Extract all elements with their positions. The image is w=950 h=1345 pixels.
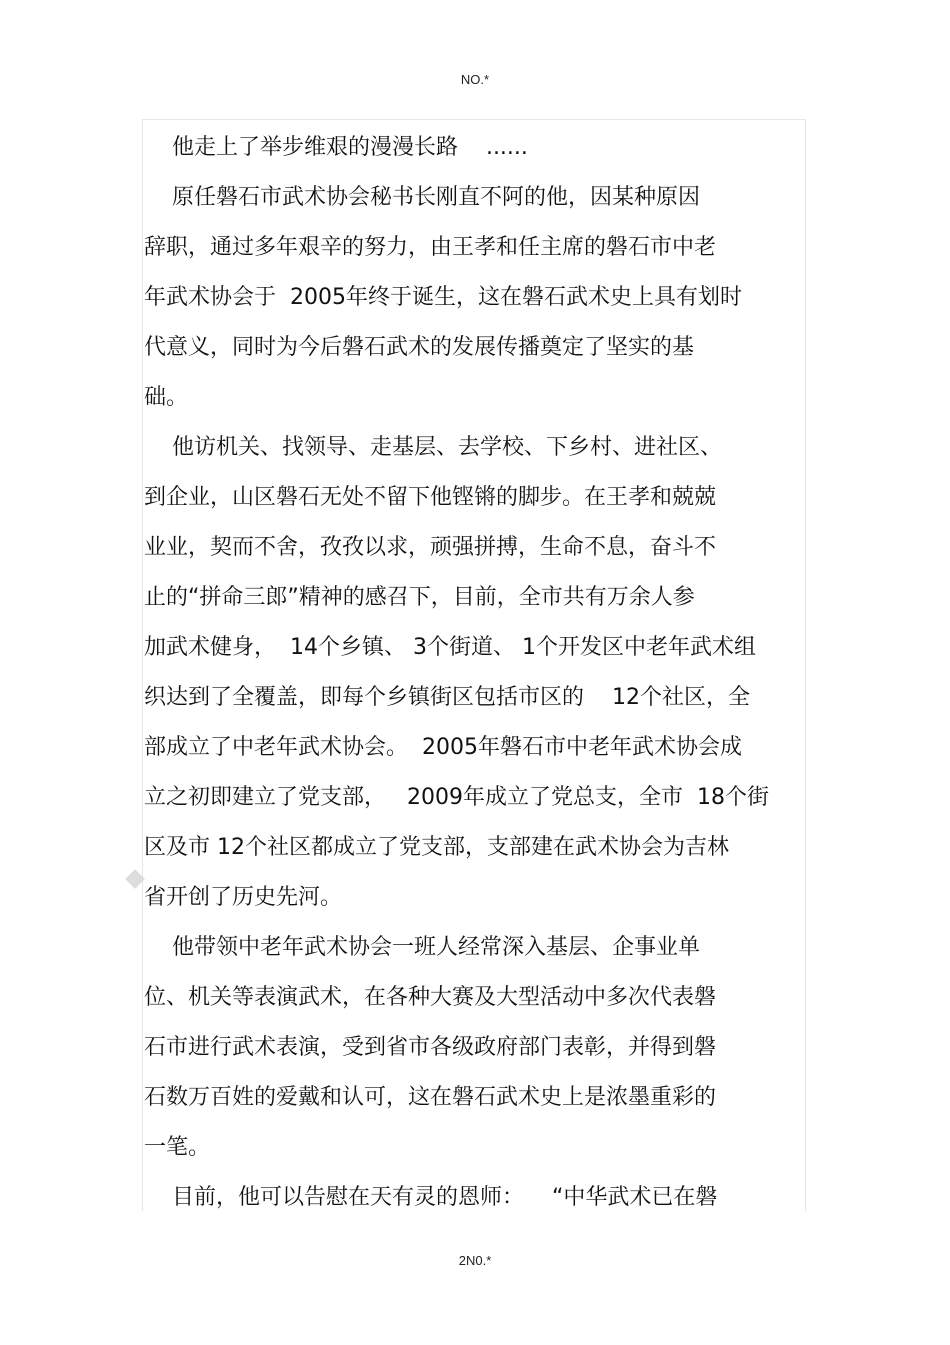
text-line: 代意义，同时为今后磐石武术的发展传播奠定了坚实的基 [144,335,695,360]
text-line: 业业，契而不舍，孜孜以求，顽强拼搏，生命不息，奋斗不 [144,535,717,560]
text-line: 石数万百姓的爱戴和认可，这在磐石武术史上是浓墨重彩的 [144,1085,717,1110]
page-footer: 2N0.* [458,1253,492,1268]
text-line: 一笔。 [144,1135,211,1160]
text-line: 石市进行武术表演，受到省市各级政府部门表彰，并得到磐 [144,1035,717,1060]
text-line: 目前，他可以告慰在天有灵的恩师： “中华武术已在磐 [144,1185,718,1210]
text-line: 他带领中老年武术协会一班人经常深入基层、企事业单 [144,935,700,960]
text-line: 立之初即建立了党支部， 2009年成立了党总支，全市 18个街 [144,785,769,810]
text-line: 年武术协会于 2005年终于诞生，这在磐石武术史上具有划时 [144,285,742,310]
text-line: 织达到了全覆盖，即每个乡镇街区包括市区的 12个社区，全 [144,685,750,710]
text-line: 止的“拼命三郎”精神的感召下，目前，全市共有万余人参 [144,585,695,610]
text-line: 他访机关、找领导、走基层、去学校、下乡村、进社区、 [144,435,722,460]
text-line: 加武术健身， 14个乡镇、 3个街道、 1个开发区中老年武术组 [144,635,756,660]
body-text [144,123,824,1223]
text-line: 部成立了中老年武术协会。 2005年磐石市中老年武术协会成 [144,735,742,760]
page-header: NO.* [460,72,490,87]
text-line: 原任磐石市武术协会秘书长刚直不阿的他，因某种原因 [144,185,700,210]
text-line: 他走上了举步维艰的漫漫长路 ...... [144,135,528,160]
text-line: 辞职，通过多年艰辛的努力，由王孝和任主席的磐石市中老 [144,235,717,260]
text-line: 位、机关等表演武术，在各种大赛及大型活动中多次代表磐 [144,985,717,1010]
text-line: 区及市 12个社区都成立了党支部，支部建在武术协会为吉林 [144,835,729,860]
text-line: 到企业，山区磐石无处不留下他铿锵的脚步。在王孝和兢兢 [144,485,717,510]
text-line: 省开创了历史先河。 [144,885,343,910]
text-line: 础。 [144,385,189,410]
